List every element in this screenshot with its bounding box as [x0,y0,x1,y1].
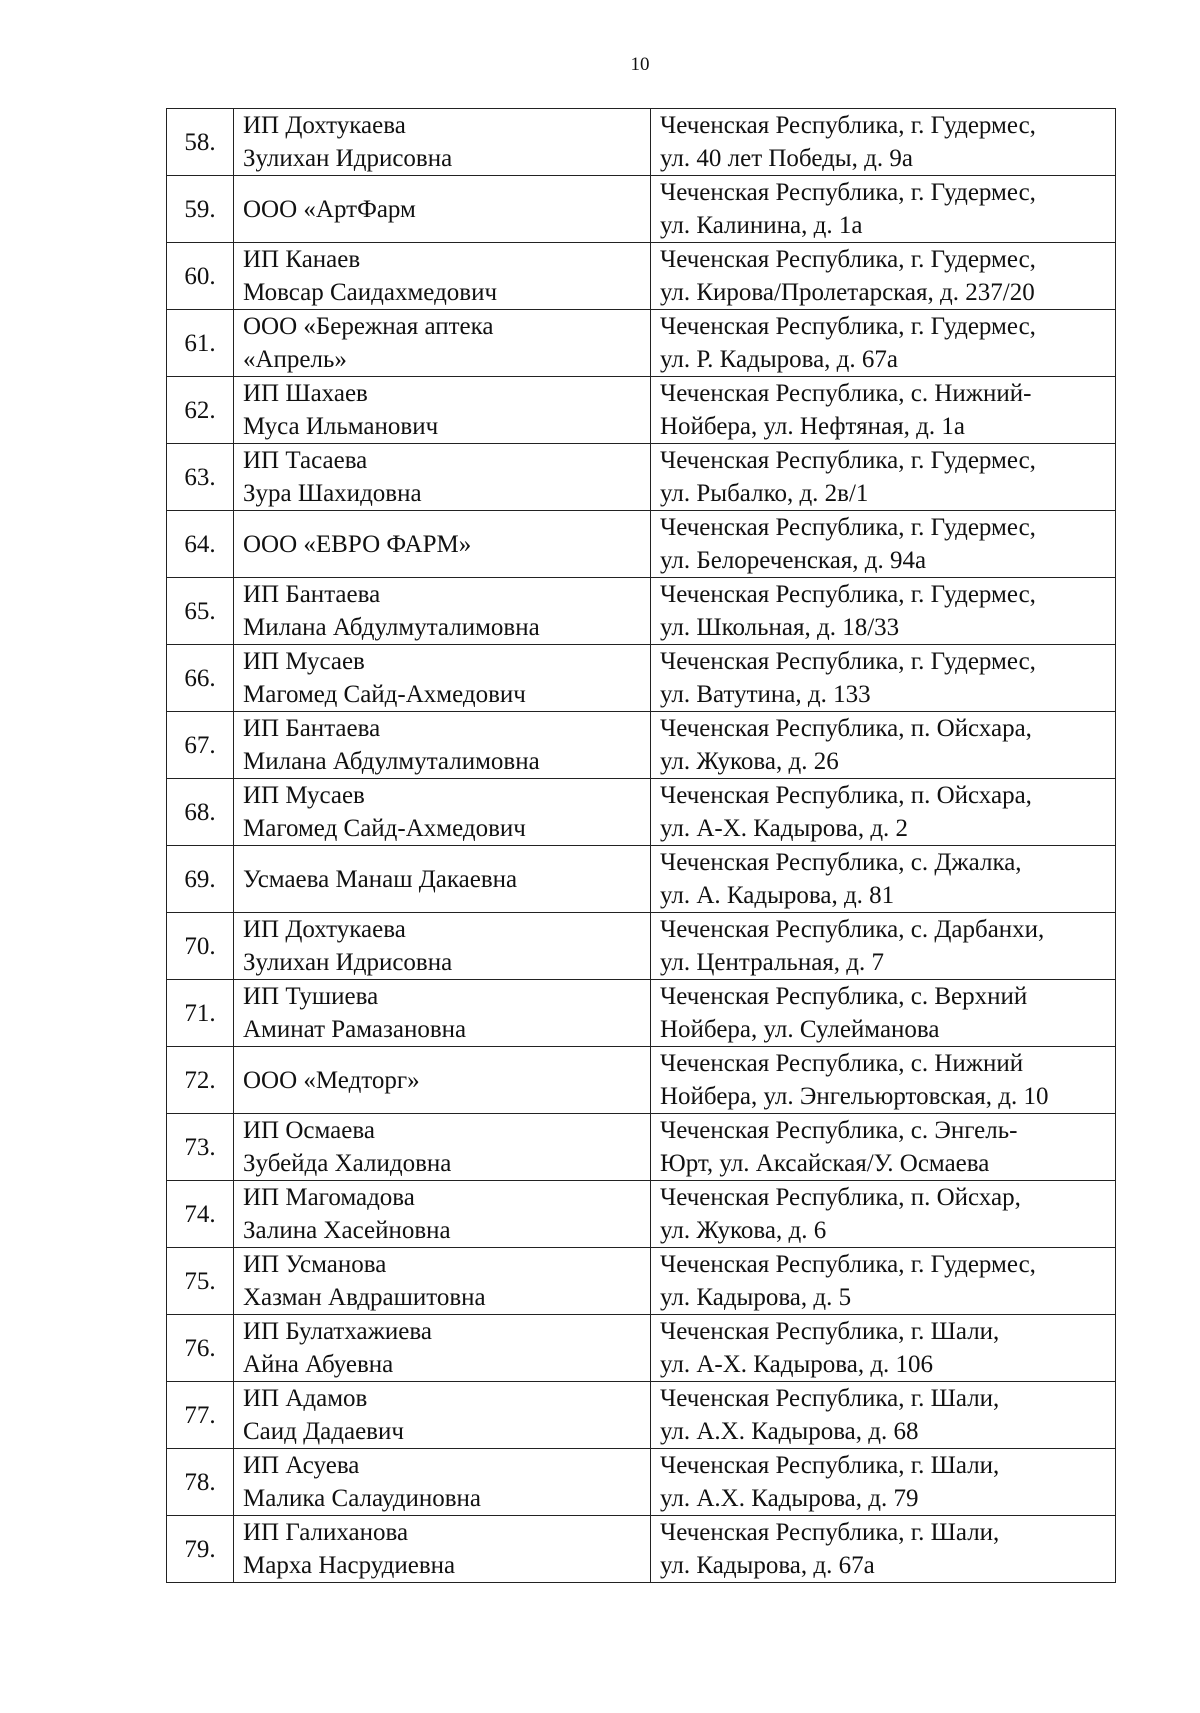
row-number: 61. [167,310,234,377]
address-line: Чеченская Республика, г. Шали, [660,1519,1000,1546]
organization-cell [234,1449,651,1516]
registry-table-body [167,109,1116,1583]
table-row [167,1315,1116,1382]
address-line: ул. А.Х. Кадырова, д. 79 [660,1485,919,1512]
row-number: 62. [167,377,234,444]
address-line: Чеченская Республика, г. Гудермес, [660,447,1036,474]
organization-name-line: ИП Булатхажиева [243,1318,432,1345]
row-number: 69. [167,846,234,913]
organization-name-line: ООО «ЕВРО ФАРМ» [243,530,472,558]
address-cell [651,779,1116,846]
address-line: ул. 40 лет Победы, д. 9а [660,145,913,172]
address-line: ул. Жукова, д. 6 [660,1217,827,1244]
address-line: Чеченская Республика, с. Энгель- [660,1117,1018,1144]
address-line: ул. Кирова/Пролетарская, д. 237/20 [660,279,1035,306]
table-row [167,1449,1116,1516]
organization-cell [234,310,651,377]
table-row [167,511,1116,578]
pharmacy-registry-table [166,108,1116,1583]
organization-name-line: Зулихан Идрисовна [243,145,453,172]
address-line: Чеченская Республика, п. Ойсхара, [660,715,1032,742]
organization-name-line: Магомед Сайд-Ахмедович [243,681,526,708]
row-number: 74. [167,1181,234,1248]
row-number: 67. [167,712,234,779]
organization-cell [234,578,651,645]
organization-name-line: ИП Тасаева [243,447,368,474]
organization-name-line: Малика Салаудиновна [243,1485,481,1512]
address-line: Чеченская Республика, с. Джалка, [660,849,1022,876]
organization-cell [234,1382,651,1449]
organization-name-line: Марха Насрудиевна [243,1552,456,1579]
address-line: Нойбера, ул. Энгельюртовская, д. 10 [660,1083,1049,1110]
organization-name-line: ООО «АртФарм [243,195,416,223]
address-cell [651,980,1116,1047]
organization-cell [234,1248,651,1315]
address-line: ул. А. Кадырова, д. 81 [660,882,895,909]
row-number: 75. [167,1248,234,1315]
address-line: Чеченская Республика, г. Гудермес, [660,1251,1036,1278]
organization-cell [234,980,651,1047]
organization-name-line: Хазман Авдрашитовна [243,1284,486,1311]
row-number: 66. [167,645,234,712]
table-row [167,444,1116,511]
organization-name-line: Муса Ильманович [243,413,439,440]
address-cell [651,1181,1116,1248]
organization-name-line: ИП Дохтукаева [243,916,406,943]
address-line: Чеченская Республика, с. Верхний [660,983,1028,1010]
address-cell [651,243,1116,310]
address-line: Чеченская Республика, г. Шали, [660,1318,1000,1345]
organization-name-line: ИП Адамов [243,1385,368,1412]
organization-cell [234,1516,651,1583]
organization-name-line: ИП Мусаев [243,648,365,675]
table-row [167,779,1116,846]
address-cell [651,310,1116,377]
address-line: Чеченская Республика, г. Гудермес, [660,179,1036,206]
address-cell [651,1315,1116,1382]
address-line: Чеченская Республика, г. Гудермес, [660,514,1036,541]
organization-name-line: Зулихан Идрисовна [243,949,453,976]
organization-name-line: ИП Канаев [243,246,361,273]
organization-name-line: ИП Бантаева [243,581,381,608]
address-line: ул. Рыбалко, д. 2в/1 [660,480,869,507]
organization-name-line: ИП Шахаев [243,380,368,407]
address-line: Чеченская Республика, г. Гудермес, [660,313,1036,340]
address-cell [651,1114,1116,1181]
row-number: 77. [167,1382,234,1449]
organization-name-line: Усмаева Манаш Дакаевна [243,865,518,893]
table-row [167,645,1116,712]
row-number: 79. [167,1516,234,1583]
address-line: Юрт, ул. Аксайская/У. Осмаева [660,1150,990,1177]
address-cell [651,913,1116,980]
address-line: Чеченская Республика, г. Гудермес, [660,112,1036,139]
address-line: ул. Белореченская, д. 94а [660,547,927,574]
address-line: Чеченская Республика, п. Ойсхар, [660,1184,1021,1211]
address-line: Чеченская Республика, с. Нижний- [660,380,1032,407]
organization-cell [234,243,651,310]
row-number: 60. [167,243,234,310]
organization-cell [234,444,651,511]
row-number: 70. [167,913,234,980]
address-line: Чеченская Республика, г. Гудермес, [660,581,1036,608]
organization-cell [234,1114,651,1181]
organization-name-line: ИП Усманова [243,1251,387,1278]
organization-name-line: Айна Абуевна [243,1351,394,1378]
address-cell [651,1248,1116,1315]
organization-cell [234,1047,651,1114]
organization-name-line: ИП Асуева [243,1452,360,1479]
organization-cell [234,779,651,846]
organization-cell [234,913,651,980]
address-line: Чеченская Республика, г. Гудермес, [660,648,1036,675]
table-row [167,109,1116,176]
address-line: ул. Центральная, д. 7 [660,949,885,976]
address-line: Нойбера, ул. Сулейманова [660,1016,940,1043]
organization-name-line: «Апрель» [243,346,347,373]
table-row [167,1516,1116,1583]
address-line: Чеченская Республика, г. Гудермес, [660,246,1036,273]
table-row [167,980,1116,1047]
organization-cell [234,377,651,444]
address-cell [651,846,1116,913]
table-row [167,377,1116,444]
organization-name-line: Магомед Сайд-Ахмедович [243,815,526,842]
organization-cell [234,712,651,779]
row-number: 65. [167,578,234,645]
table-row [167,1047,1116,1114]
organization-cell [234,109,651,176]
organization-name-line: Аминат Рамазановна [243,1016,467,1043]
organization-name-line: Милана Абдулмуталимовна [243,748,540,775]
organization-name-line: Зура Шахидовна [243,480,422,507]
organization-name-line: ООО «Медторг» [243,1066,420,1094]
organization-name-line: Саид Дадаевич [243,1418,404,1445]
row-number: 64. [167,511,234,578]
table-row [167,1181,1116,1248]
address-line: ул. Кадырова, д. 67а [660,1552,875,1579]
organization-cell [234,176,651,243]
address-cell [651,109,1116,176]
organization-name-line: Мовсар Саидахмедович [243,279,498,306]
organization-name-line: ИП Тушиева [243,983,379,1010]
organization-name-line: Залина Хасейновна [243,1217,451,1244]
table-row [167,1114,1116,1181]
address-line: Чеченская Республика, г. Шали, [660,1385,1000,1412]
address-cell [651,712,1116,779]
address-cell [651,1382,1116,1449]
address-cell [651,1047,1116,1114]
address-cell [651,377,1116,444]
organization-name-line: ИП Магомадова [243,1184,415,1211]
address-cell [651,645,1116,712]
table-row [167,913,1116,980]
table-row [167,846,1116,913]
table-row [167,176,1116,243]
table-row [167,1248,1116,1315]
organization-cell [234,846,651,913]
address-cell [651,578,1116,645]
table-row [167,712,1116,779]
organization-name-line: ИП Дохтукаева [243,112,406,139]
address-line: ул. Кадырова, д. 5 [660,1284,852,1311]
address-cell [651,444,1116,511]
row-number: 73. [167,1114,234,1181]
address-line: Чеченская Республика, г. Шали, [660,1452,1000,1479]
row-number: 68. [167,779,234,846]
address-line: Чеченская Республика, с. Нижний [660,1050,1024,1077]
address-line: Чеченская Республика, п. Ойсхара, [660,782,1032,809]
row-number: 71. [167,980,234,1047]
address-line: Чеченская Республика, с. Дарбанхи, [660,916,1045,943]
address-line: ул. Р. Кадырова, д. 67а [660,346,899,373]
address-cell [651,1516,1116,1583]
address-line: ул. А-Х. Кадырова, д. 106 [660,1351,934,1378]
address-line: ул. Жукова, д. 26 [660,748,839,775]
table-row [167,310,1116,377]
address-cell [651,176,1116,243]
row-number: 58. [167,109,234,176]
organization-name-line: ИП Галиханова [243,1519,409,1546]
organization-name-line: ИП Мусаев [243,782,365,809]
address-cell [651,511,1116,578]
row-number: 72. [167,1047,234,1114]
page-number: 10 [630,54,650,75]
table-row [167,243,1116,310]
row-number: 76. [167,1315,234,1382]
address-line: ул. Школьная, д. 18/33 [660,614,900,641]
organization-name-line: Зубейда Халидовна [243,1150,452,1177]
table-row [167,578,1116,645]
address-line: Нойбера, ул. Нефтяная, д. 1а [660,413,965,440]
row-number: 63. [167,444,234,511]
row-number: 59. [167,176,234,243]
organization-cell [234,1181,651,1248]
organization-name-line: ИП Осмаева [243,1117,375,1144]
organization-cell [234,511,651,578]
organization-name-line: ООО «Бережная аптека [243,313,494,340]
address-cell [651,1449,1116,1516]
organization-cell [234,645,651,712]
address-line: ул. А.Х. Кадырова, д. 68 [660,1418,919,1445]
address-line: ул. А-Х. Кадырова, д. 2 [660,815,909,842]
table-row [167,1382,1116,1449]
row-number: 78. [167,1449,234,1516]
address-line: ул. Калинина, д. 1а [660,212,863,239]
organization-name-line: Милана Абдулмуталимовна [243,614,540,641]
organization-name-line: ИП Бантаева [243,715,381,742]
address-line: ул. Ватутина, д. 133 [660,681,871,708]
organization-cell [234,1315,651,1382]
